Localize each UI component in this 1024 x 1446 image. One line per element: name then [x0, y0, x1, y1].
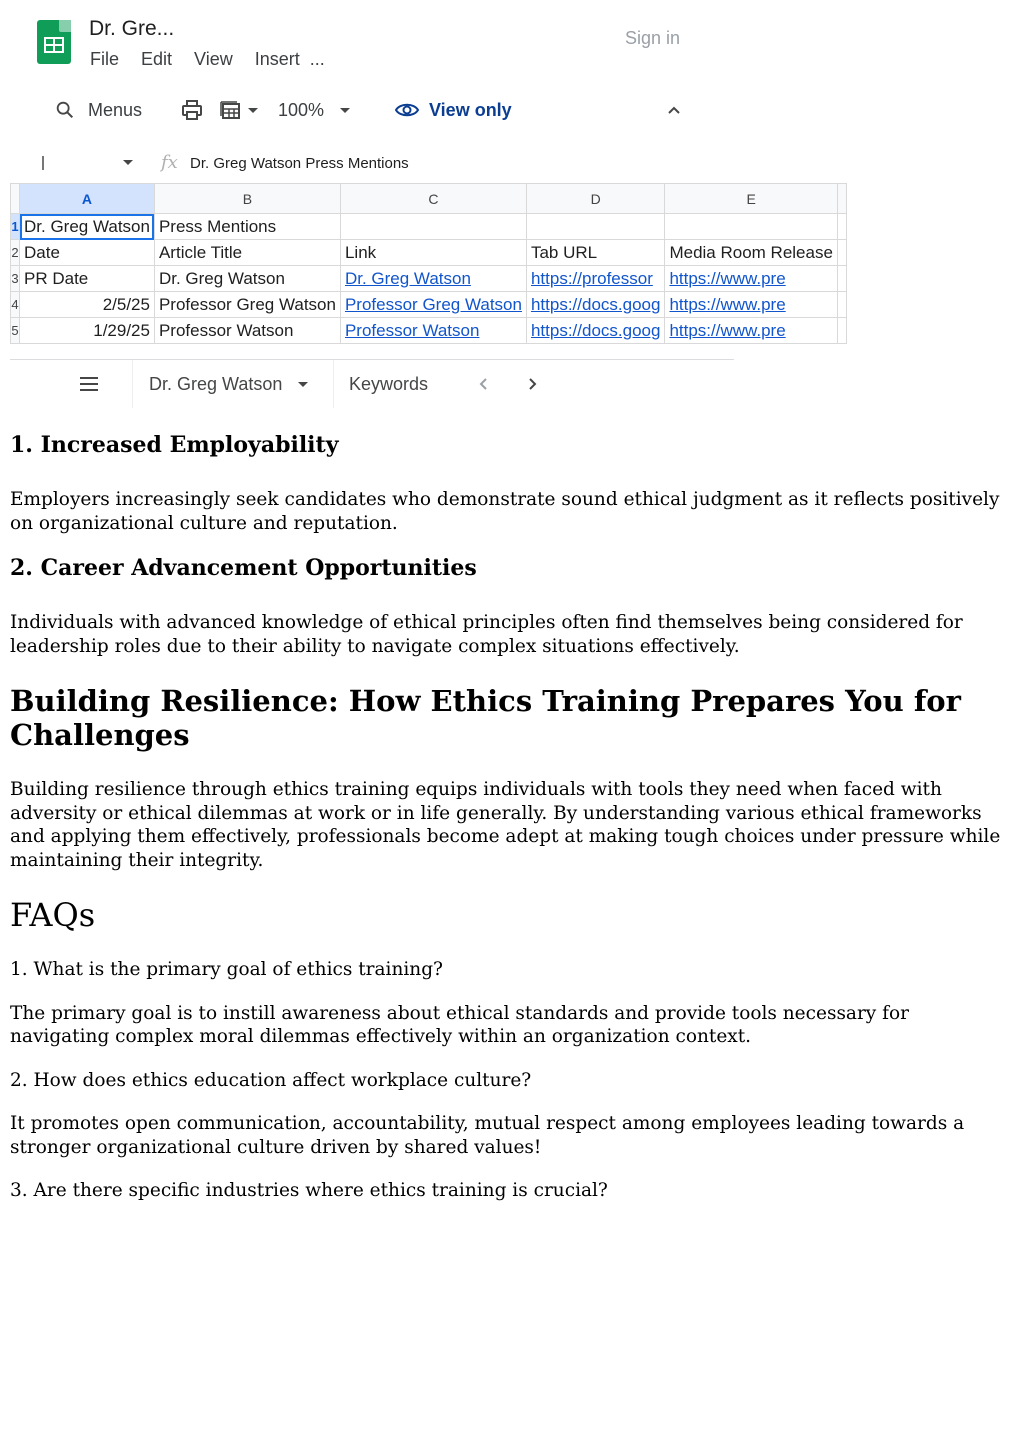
cell: [837, 292, 846, 318]
section-heading: 2. Career Advancement Opportunities: [10, 555, 477, 581]
print-button[interactable]: [180, 92, 204, 128]
faq-question: 3. Are there specific industries where ethics training is crucial?: [10, 1180, 608, 1201]
faq-answer: It promotes open communication, accountability, mutual respect among employees leading towards a stronger organizational culture driven by shared values!: [10, 1113, 965, 1158]
spreadsheet-embed: [10, 0, 833, 410]
formula-content: Dr. Greg Watson Press Mentions: [190, 155, 409, 172]
column-header-d[interactable]: D: [526, 184, 664, 214]
chevron-right-icon: [526, 376, 540, 392]
row-header[interactable]: 1: [11, 214, 20, 240]
row-header[interactable]: 4: [11, 292, 20, 318]
faq-answer: The primary goal is to instill awareness about ethical standards and provide tools necessary for navigating complex moral dilemmas effectively within an organization context.: [10, 1002, 909, 1047]
sheet-tab[interactable]: [333, 360, 457, 408]
cell-link[interactable]: Professor Greg Watson: [340, 292, 526, 318]
cell-link[interactable]: Dr. Greg Watson: [340, 266, 526, 292]
collapse-toolbar-button[interactable]: [666, 92, 682, 128]
menu-view[interactable]: View: [194, 49, 233, 69]
paragraph: Individuals with advanced knowledge of ethical principles often find themselves being considered for leadership roles due to their ability to navigate complex situations effectively.: [10, 612, 963, 657]
article-content: [10, 418, 1005, 1223]
eye-icon: [394, 99, 420, 121]
sign-in-button[interactable]: Sign in: [625, 28, 681, 48]
search-icon: [54, 99, 76, 121]
cell[interactable]: Article Title: [154, 240, 340, 266]
cell: [837, 240, 846, 266]
cell[interactable]: Date: [20, 240, 155, 266]
cell[interactable]: PR Date: [20, 266, 155, 292]
cell[interactable]: Professor Watson: [154, 318, 340, 344]
paragraph: Building resilience through ethics training equips individuals with tools they need when faced with adversity or ethical dilemmas at work or in life generally. By understanding various ethical frameworks and applying them effectively, professionals become adept at making tough choices under pressure while maintaining their integrity.: [10, 779, 1001, 871]
menu-insert[interactable]: Insert: [254, 49, 300, 69]
cell[interactable]: Press Mentions: [154, 214, 340, 240]
menu-file[interactable]: File: [90, 49, 120, 69]
chevron-down-icon: [296, 377, 310, 391]
cell[interactable]: [665, 214, 837, 240]
sheet-tab-label: Dr. Greg Watson: [149, 373, 283, 394]
cell[interactable]: Media Room Release: [665, 240, 837, 266]
cell[interactable]: 1/29/25: [20, 318, 155, 344]
all-sheets-button[interactable]: [78, 360, 100, 408]
menu-icon: [78, 375, 100, 393]
menu-edit[interactable]: Edit: [141, 49, 173, 69]
cell[interactable]: Tab URL: [526, 240, 664, 266]
scroll-tabs-left-button[interactable]: [476, 360, 490, 408]
cell[interactable]: [340, 214, 526, 240]
row-header[interactable]: 3: [11, 266, 20, 292]
column-header-a[interactable]: A: [20, 184, 155, 214]
cell[interactable]: Dr. Greg Watson: [154, 266, 340, 292]
cell-link[interactable]: https://docs.goog: [526, 292, 664, 318]
cell-a1[interactable]: Dr. Greg Watson: [20, 214, 155, 240]
chevron-up-icon: [666, 102, 682, 118]
sheet-tab-bar: [10, 360, 734, 408]
cell-link[interactable]: https://www.pre: [665, 266, 837, 292]
cell-link[interactable]: https://www.pre: [665, 318, 837, 344]
cell[interactable]: [526, 214, 664, 240]
table-options-button[interactable]: [218, 92, 260, 128]
cell-link[interactable]: https://docs.goog: [526, 318, 664, 344]
cell[interactable]: Professor Greg Watson: [154, 292, 340, 318]
chevron-down-icon[interactable]: [122, 156, 134, 168]
menu-more[interactable]: ...: [309, 49, 325, 69]
view-only-label: View only: [429, 99, 512, 120]
zoom-value: 100%: [278, 99, 325, 120]
menu-bar: [90, 49, 325, 70]
row-header[interactable]: 2: [11, 240, 20, 266]
view-only-button[interactable]: [394, 92, 512, 128]
search-menus-label: Menus: [88, 99, 143, 120]
faq-question: 2. How does ethics education affect workplace culture?: [10, 1069, 532, 1091]
formula-bar: [10, 150, 734, 180]
faqs-heading: FAQs: [10, 896, 96, 934]
chevron-down-icon: [338, 103, 352, 117]
sheet-tab-label: Keywords: [349, 373, 429, 394]
column-header-c[interactable]: C: [340, 184, 526, 214]
print-icon: [180, 98, 204, 122]
column-header-e[interactable]: E: [665, 184, 837, 214]
section-heading: 1. Increased Employability: [10, 432, 339, 458]
sheet-tab-active[interactable]: [132, 360, 332, 408]
paragraph: Employers increasingly seek candidates who demonstrate sound ethical judgment as it reflects positively on organizational culture and reputation.: [10, 489, 1000, 534]
cell[interactable]: 2/5/25: [20, 292, 155, 318]
column-header-overflow: [837, 184, 846, 214]
search-menus-button[interactable]: [54, 92, 142, 128]
cell-link[interactable]: https://www.pre: [665, 292, 837, 318]
column-header-b[interactable]: B: [154, 184, 340, 214]
cell[interactable]: Link: [340, 240, 526, 266]
zoom-select[interactable]: [278, 92, 352, 128]
fx-icon: fx: [161, 152, 178, 173]
sheet-grid[interactable]: [10, 183, 833, 360]
sheets-logo-icon[interactable]: [37, 20, 71, 64]
section-heading: Building Resilience: How Ethics Training Prepares You for Challenges: [10, 684, 961, 752]
chevron-down-icon: [246, 103, 260, 117]
name-box[interactable]: [42, 156, 44, 170]
cell: [837, 214, 846, 240]
toolbar: [10, 92, 734, 132]
cell: [837, 318, 846, 344]
scroll-tabs-right-button[interactable]: [526, 360, 540, 408]
document-title[interactable]: Dr. Gre...: [89, 17, 175, 40]
faq-question: 1. What is the primary goal of ethics training?: [10, 959, 443, 980]
cell-link[interactable]: Professor Watson: [340, 318, 526, 344]
chevron-left-icon: [476, 376, 490, 392]
cell: [837, 266, 846, 292]
table-icon: [218, 98, 244, 122]
row-header[interactable]: 5: [11, 318, 20, 344]
cell-link[interactable]: https://professor: [526, 266, 664, 292]
grid-corner[interactable]: [11, 184, 20, 214]
